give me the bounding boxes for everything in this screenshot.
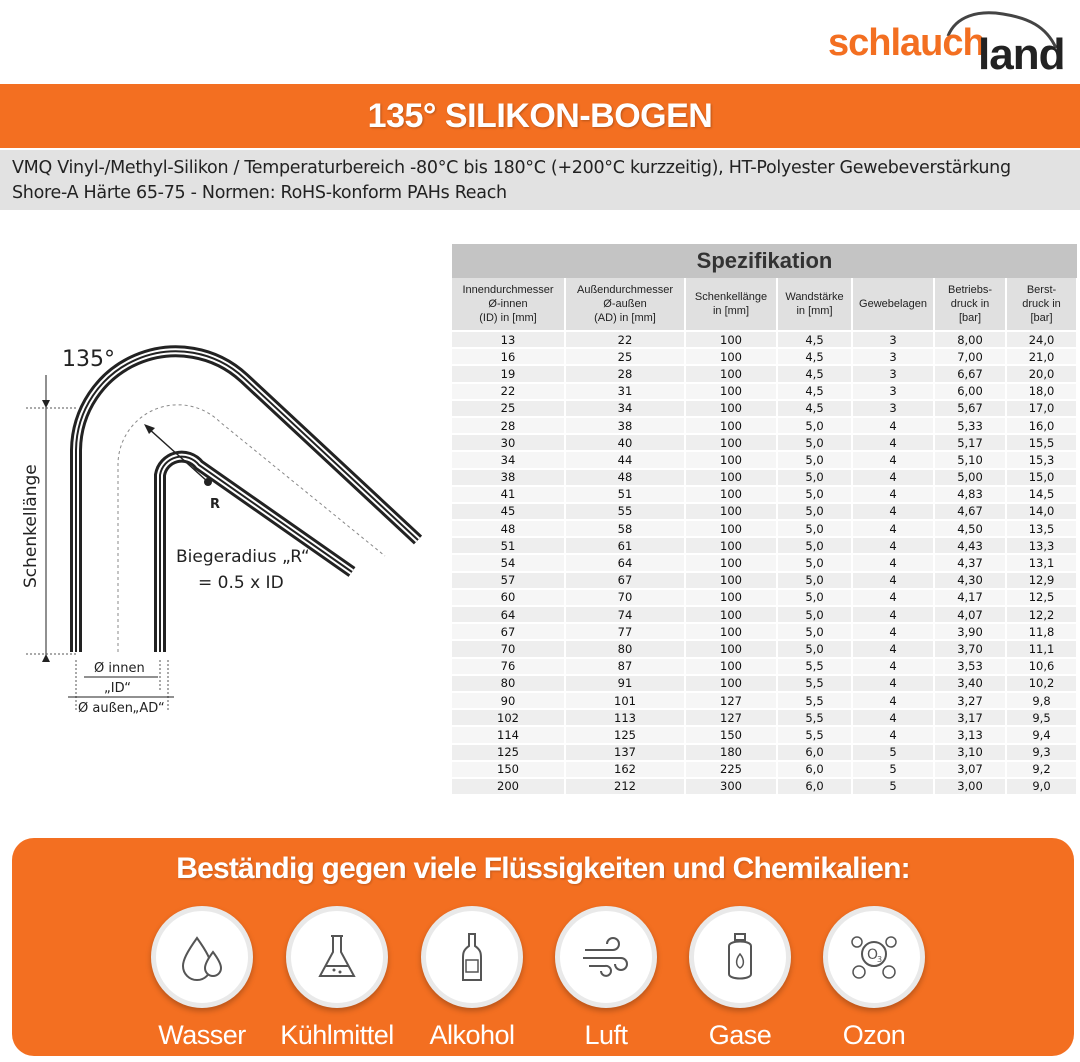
table-cell: 3,00 bbox=[934, 778, 1006, 794]
column-header-line: (AD) in [mm] bbox=[594, 312, 656, 324]
table-cell: 4,5 bbox=[777, 331, 852, 348]
flask-icon bbox=[286, 906, 388, 1008]
table-row bbox=[452, 451, 1077, 468]
table-cell: 5,17 bbox=[934, 434, 1006, 451]
resistance-label: Kühlmittel bbox=[280, 1020, 394, 1050]
table-cell: 64 bbox=[565, 554, 685, 571]
bottle-icon bbox=[421, 906, 523, 1008]
table-cell: 4 bbox=[852, 709, 934, 726]
table-cell: 9,8 bbox=[1006, 692, 1077, 709]
column-header-line: [bar] bbox=[1030, 312, 1053, 324]
table-cell: 34 bbox=[452, 451, 565, 468]
table-row bbox=[452, 675, 1077, 692]
table-cell: 60 bbox=[452, 589, 565, 606]
column-header-line: Schenkellänge bbox=[694, 291, 768, 303]
table-cell: 17,0 bbox=[1006, 400, 1077, 417]
table-cell: 11,8 bbox=[1006, 623, 1077, 640]
table-cell: 5,0 bbox=[777, 469, 852, 486]
table-cell: 114 bbox=[452, 726, 565, 743]
table-cell: 28 bbox=[452, 417, 565, 434]
table-cell: 14,0 bbox=[1006, 503, 1077, 520]
resistance-label: Alkohol bbox=[429, 1020, 515, 1050]
table-cell: 4 bbox=[852, 726, 934, 743]
table-cell: 4,5 bbox=[777, 348, 852, 365]
brand-name-part1: schlauch bbox=[828, 22, 985, 64]
table-cell: 5,67 bbox=[934, 400, 1006, 417]
resistance-label: Gase bbox=[708, 1020, 772, 1050]
table-cell: 67 bbox=[565, 572, 685, 589]
table-cell: 38 bbox=[565, 417, 685, 434]
table-cell: 5,10 bbox=[934, 451, 1006, 468]
table-row bbox=[452, 589, 1077, 606]
table-row bbox=[452, 761, 1077, 778]
table-cell: 4,17 bbox=[934, 589, 1006, 606]
table-cell: 300 bbox=[685, 778, 777, 794]
ozone-symbol: O bbox=[867, 947, 879, 963]
column-header-line: Gewebelagen bbox=[859, 298, 927, 310]
table-cell: 3,10 bbox=[934, 744, 1006, 761]
table-cell: 11,1 bbox=[1006, 640, 1077, 657]
table-cell: 20,0 bbox=[1006, 365, 1077, 382]
table-cell: 100 bbox=[685, 554, 777, 571]
table-cell: 5,0 bbox=[777, 486, 852, 503]
table-cell: 5,0 bbox=[777, 417, 852, 434]
table-cell: 55 bbox=[565, 503, 685, 520]
table-cell: 150 bbox=[685, 726, 777, 743]
table-row bbox=[452, 486, 1077, 503]
table-cell: 22 bbox=[565, 331, 685, 348]
table-cell: 4,37 bbox=[934, 554, 1006, 571]
table-cell: 9,5 bbox=[1006, 709, 1077, 726]
table-cell: 4,83 bbox=[934, 486, 1006, 503]
table-cell: 4,5 bbox=[777, 383, 852, 400]
column-header-line: druck in bbox=[1022, 298, 1061, 310]
table-cell: 5,5 bbox=[777, 692, 852, 709]
table-cell: 3,07 bbox=[934, 761, 1006, 778]
table-cell: 9,2 bbox=[1006, 761, 1077, 778]
table-cell: 4,67 bbox=[934, 503, 1006, 520]
spec-table bbox=[452, 278, 1078, 794]
column-header-line: Wandstärke bbox=[785, 291, 844, 303]
table-row bbox=[452, 400, 1077, 417]
table-cell: 3,70 bbox=[934, 640, 1006, 657]
table-row bbox=[452, 606, 1077, 623]
table-row bbox=[452, 744, 1077, 761]
table-cell: 6,67 bbox=[934, 365, 1006, 382]
column-header bbox=[934, 278, 1006, 331]
table-cell: 7,00 bbox=[934, 348, 1006, 365]
table-cell: 44 bbox=[565, 451, 685, 468]
table-cell: 100 bbox=[685, 658, 777, 675]
table-cell: 127 bbox=[685, 709, 777, 726]
table-cell: 4 bbox=[852, 520, 934, 537]
leg-length-label: Schenkellänge bbox=[21, 464, 41, 588]
table-cell: 100 bbox=[685, 486, 777, 503]
table-cell: 4 bbox=[852, 692, 934, 709]
resistance-panel bbox=[12, 838, 1074, 1056]
table-cell: 5,0 bbox=[777, 520, 852, 537]
resistance-item-wasser bbox=[132, 906, 272, 1051]
table-cell: 100 bbox=[685, 417, 777, 434]
table-cell: 4 bbox=[852, 675, 934, 692]
resistance-label: Wasser bbox=[158, 1020, 246, 1050]
resistance-item-kuehlmittel bbox=[267, 906, 407, 1051]
table-row bbox=[452, 434, 1077, 451]
table-cell: 10,2 bbox=[1006, 675, 1077, 692]
table-cell: 80 bbox=[452, 675, 565, 692]
column-header bbox=[452, 278, 565, 331]
table-cell: 9,3 bbox=[1006, 744, 1077, 761]
resistance-item-luft bbox=[536, 906, 676, 1051]
table-cell: 4 bbox=[852, 554, 934, 571]
table-cell: 57 bbox=[452, 572, 565, 589]
table-cell: 100 bbox=[685, 469, 777, 486]
column-header-line: in [mm] bbox=[712, 305, 750, 317]
spec-table-panel bbox=[452, 244, 1077, 794]
table-row bbox=[452, 469, 1077, 486]
table-cell: 12,9 bbox=[1006, 572, 1077, 589]
table-cell: 12,2 bbox=[1006, 606, 1077, 623]
table-cell: 100 bbox=[685, 451, 777, 468]
table-row bbox=[452, 520, 1077, 537]
table-cell: 28 bbox=[565, 365, 685, 382]
table-cell: 80 bbox=[565, 640, 685, 657]
table-cell: 100 bbox=[685, 640, 777, 657]
table-cell: 4 bbox=[852, 537, 934, 554]
column-header bbox=[852, 278, 934, 331]
table-cell: 76 bbox=[452, 658, 565, 675]
table-cell: 25 bbox=[565, 348, 685, 365]
table-cell: 51 bbox=[452, 537, 565, 554]
table-cell: 61 bbox=[565, 537, 685, 554]
table-cell: 58 bbox=[565, 520, 685, 537]
table-cell: 113 bbox=[565, 709, 685, 726]
table-cell: 9,4 bbox=[1006, 726, 1077, 743]
header-row bbox=[452, 278, 1077, 331]
table-cell: 13,1 bbox=[1006, 554, 1077, 571]
table-cell: 87 bbox=[565, 658, 685, 675]
ozone-icon bbox=[823, 906, 925, 1008]
table-cell: 102 bbox=[452, 709, 565, 726]
table-cell: 54 bbox=[452, 554, 565, 571]
table-cell: 91 bbox=[565, 675, 685, 692]
table-cell: 162 bbox=[565, 761, 685, 778]
table-cell: 24,0 bbox=[1006, 331, 1077, 348]
table-row bbox=[452, 348, 1077, 365]
bend-angle-label: 135° bbox=[62, 347, 115, 372]
table-cell: 5,5 bbox=[777, 709, 852, 726]
table-cell: 5,5 bbox=[777, 658, 852, 675]
table-cell: 5,33 bbox=[934, 417, 1006, 434]
table-cell: 100 bbox=[685, 365, 777, 382]
page-title: 135° SILIKON-BOGEN bbox=[367, 96, 713, 135]
table-cell: 31 bbox=[565, 383, 685, 400]
table-row bbox=[452, 383, 1077, 400]
table-cell: 5,0 bbox=[777, 554, 852, 571]
bend-radius-label: Biegeradius „R“ bbox=[176, 547, 310, 567]
table-cell: 22 bbox=[452, 383, 565, 400]
table-cell: 4,5 bbox=[777, 400, 852, 417]
table-cell: 9,0 bbox=[1006, 778, 1077, 794]
table-cell: 5,0 bbox=[777, 451, 852, 468]
column-header-line: Innendurchmesser bbox=[462, 284, 554, 296]
column-header-line: druck in bbox=[950, 298, 990, 310]
ozone-subscript: 3 bbox=[877, 955, 883, 964]
table-cell: 48 bbox=[565, 469, 685, 486]
table-cell: 4 bbox=[852, 434, 934, 451]
table-cell: 100 bbox=[685, 589, 777, 606]
bend-diagram bbox=[0, 330, 440, 730]
table-cell: 4,50 bbox=[934, 520, 1006, 537]
table-cell: 25 bbox=[452, 400, 565, 417]
table-row bbox=[452, 778, 1077, 794]
table-cell: 4 bbox=[852, 486, 934, 503]
table-cell: 100 bbox=[685, 520, 777, 537]
table-cell: 125 bbox=[452, 744, 565, 761]
table-cell: 125 bbox=[565, 726, 685, 743]
table-cell: 5 bbox=[852, 778, 934, 794]
wind-icon bbox=[555, 906, 657, 1008]
table-cell: 200 bbox=[452, 778, 565, 794]
table-cell: 127 bbox=[685, 692, 777, 709]
table-cell: 41 bbox=[452, 486, 565, 503]
spec-table-head bbox=[452, 278, 1077, 331]
table-cell: 90 bbox=[452, 692, 565, 709]
table-cell: 5,0 bbox=[777, 589, 852, 606]
table-cell: 3,17 bbox=[934, 709, 1006, 726]
table-cell: 100 bbox=[685, 537, 777, 554]
column-header-line: [bar] bbox=[958, 312, 981, 324]
table-cell: 100 bbox=[685, 383, 777, 400]
table-row bbox=[452, 554, 1077, 571]
table-cell: 70 bbox=[452, 640, 565, 657]
table-row bbox=[452, 640, 1077, 657]
column-header-line: Außendurchmesser bbox=[577, 284, 673, 296]
material-info bbox=[0, 150, 1080, 210]
brand-name-part2: land bbox=[978, 30, 1065, 79]
table-cell: 5,0 bbox=[777, 503, 852, 520]
table-cell: 101 bbox=[565, 692, 685, 709]
table-cell: 3,53 bbox=[934, 658, 1006, 675]
resistance-item-ozon bbox=[804, 906, 944, 1051]
table-cell: 5,0 bbox=[777, 640, 852, 657]
table-cell: 13,3 bbox=[1006, 537, 1077, 554]
table-cell: 64 bbox=[452, 606, 565, 623]
material-info-line1: VMQ Vinyl-/Methyl-Silikon / Temperaturbereich -80°C bis 180°C (+200°C kurzzeitig), HT-Polyester Gewebeverstärkung bbox=[12, 158, 1011, 178]
table-cell: 18,0 bbox=[1006, 383, 1077, 400]
inner-diameter-label: Ø innen bbox=[94, 661, 145, 676]
table-cell: 4 bbox=[852, 589, 934, 606]
table-cell: 100 bbox=[685, 503, 777, 520]
table-cell: 3,27 bbox=[934, 692, 1006, 709]
column-header bbox=[565, 278, 685, 331]
table-cell: 12,5 bbox=[1006, 589, 1077, 606]
spec-title: Spezifikation bbox=[452, 244, 1077, 278]
gas-cylinder-icon bbox=[689, 906, 791, 1008]
table-cell: 100 bbox=[685, 348, 777, 365]
column-header bbox=[777, 278, 852, 331]
table-row bbox=[452, 726, 1077, 743]
table-cell: 180 bbox=[685, 744, 777, 761]
table-cell: 212 bbox=[565, 778, 685, 794]
table-cell: 5,5 bbox=[777, 726, 852, 743]
table-cell: 4 bbox=[852, 640, 934, 657]
table-cell: 100 bbox=[685, 572, 777, 589]
table-cell: 40 bbox=[565, 434, 685, 451]
table-cell: 45 bbox=[452, 503, 565, 520]
water-drops-icon bbox=[151, 906, 253, 1008]
bend-radius-formula: = 0.5 x ID bbox=[198, 573, 284, 593]
table-cell: 4 bbox=[852, 658, 934, 675]
table-cell: 13,5 bbox=[1006, 520, 1077, 537]
table-cell: 38 bbox=[452, 469, 565, 486]
resistance-item-gase bbox=[670, 906, 810, 1051]
table-cell: 4 bbox=[852, 451, 934, 468]
column-header-line: Betriebs- bbox=[947, 284, 993, 296]
table-cell: 6,0 bbox=[777, 744, 852, 761]
table-cell: 15,0 bbox=[1006, 469, 1077, 486]
table-row bbox=[452, 331, 1077, 348]
table-cell: 100 bbox=[685, 606, 777, 623]
table-cell: 100 bbox=[685, 400, 777, 417]
table-cell: 100 bbox=[685, 331, 777, 348]
radius-marker: R bbox=[210, 497, 221, 512]
table-cell: 4,5 bbox=[777, 365, 852, 382]
table-cell: 4 bbox=[852, 469, 934, 486]
table-cell: 13 bbox=[452, 331, 565, 348]
table-cell: 3 bbox=[852, 400, 934, 417]
table-cell: 70 bbox=[565, 589, 685, 606]
table-cell: 3 bbox=[852, 383, 934, 400]
column-header-line: in [mm] bbox=[796, 305, 833, 317]
table-cell: 5,0 bbox=[777, 537, 852, 554]
table-cell: 100 bbox=[685, 434, 777, 451]
table-cell: 19 bbox=[452, 365, 565, 382]
table-cell: 3,13 bbox=[934, 726, 1006, 743]
table-row bbox=[452, 503, 1077, 520]
column-header-line: (ID) in [mm] bbox=[479, 312, 537, 324]
table-cell: 6,0 bbox=[777, 761, 852, 778]
table-cell: 10,6 bbox=[1006, 658, 1077, 675]
table-cell: 150 bbox=[452, 761, 565, 778]
resistance-title: Beständig gegen viele Flüssigkeiten und Chemikalien: bbox=[176, 852, 910, 885]
material-info-line2: Shore-A Härte 65-75 - Normen: RoHS-konform PAHs Reach bbox=[12, 183, 507, 203]
table-row bbox=[452, 572, 1077, 589]
table-cell: 4,30 bbox=[934, 572, 1006, 589]
table-cell: 100 bbox=[685, 623, 777, 640]
title-banner bbox=[0, 84, 1080, 148]
table-row bbox=[452, 692, 1077, 709]
table-cell: 5 bbox=[852, 744, 934, 761]
table-cell: 4 bbox=[852, 572, 934, 589]
resistance-label: Luft bbox=[584, 1020, 628, 1050]
table-cell: 5,0 bbox=[777, 572, 852, 589]
table-row bbox=[452, 709, 1077, 726]
table-row bbox=[452, 623, 1077, 640]
table-cell: 3,40 bbox=[934, 675, 1006, 692]
table-cell: 4,07 bbox=[934, 606, 1006, 623]
column-header bbox=[1006, 278, 1077, 331]
column-header bbox=[685, 278, 777, 331]
table-cell: 5,0 bbox=[777, 606, 852, 623]
table-cell: 137 bbox=[565, 744, 685, 761]
table-cell: 30 bbox=[452, 434, 565, 451]
brand-logo bbox=[828, 8, 1068, 78]
resistance-item-alkohol bbox=[402, 906, 542, 1051]
table-cell: 5,0 bbox=[777, 623, 852, 640]
table-cell: 16 bbox=[452, 348, 565, 365]
table-cell: 16,0 bbox=[1006, 417, 1077, 434]
table-cell: 6,00 bbox=[934, 383, 1006, 400]
table-cell: 48 bbox=[452, 520, 565, 537]
table-cell: 3 bbox=[852, 365, 934, 382]
table-cell: 6,0 bbox=[777, 778, 852, 794]
table-cell: 4 bbox=[852, 417, 934, 434]
table-cell: 21,0 bbox=[1006, 348, 1077, 365]
table-cell: 51 bbox=[565, 486, 685, 503]
resistance-label: Ozon bbox=[842, 1020, 906, 1050]
table-cell: 3 bbox=[852, 331, 934, 348]
table-row bbox=[452, 537, 1077, 554]
column-header-line: Berst- bbox=[1026, 284, 1057, 296]
table-cell: 100 bbox=[685, 675, 777, 692]
table-row bbox=[452, 658, 1077, 675]
column-header-line: Ø-außen bbox=[603, 298, 647, 310]
table-cell: 225 bbox=[685, 761, 777, 778]
inner-diameter-code: „ID“ bbox=[104, 681, 132, 696]
column-header-line: Ø-innen bbox=[488, 298, 528, 310]
table-cell: 14,5 bbox=[1006, 486, 1077, 503]
outer-diameter-label: Ø außen„AD“ bbox=[78, 701, 165, 716]
table-cell: 5,0 bbox=[777, 434, 852, 451]
table-cell: 77 bbox=[565, 623, 685, 640]
table-cell: 4,43 bbox=[934, 537, 1006, 554]
table-cell: 5 bbox=[852, 761, 934, 778]
table-cell: 4 bbox=[852, 623, 934, 640]
table-row bbox=[452, 417, 1077, 434]
table-cell: 5,5 bbox=[777, 675, 852, 692]
table-cell: 67 bbox=[452, 623, 565, 640]
table-cell: 5,00 bbox=[934, 469, 1006, 486]
table-cell: 4 bbox=[852, 606, 934, 623]
table-cell: 15,3 bbox=[1006, 451, 1077, 468]
table-cell: 34 bbox=[565, 400, 685, 417]
table-cell: 4 bbox=[852, 503, 934, 520]
table-cell: 74 bbox=[565, 606, 685, 623]
spec-table-body bbox=[452, 331, 1077, 794]
table-row bbox=[452, 365, 1077, 382]
table-cell: 8,00 bbox=[934, 331, 1006, 348]
table-cell: 3,90 bbox=[934, 623, 1006, 640]
table-cell: 15,5 bbox=[1006, 434, 1077, 451]
table-cell: 3 bbox=[852, 348, 934, 365]
